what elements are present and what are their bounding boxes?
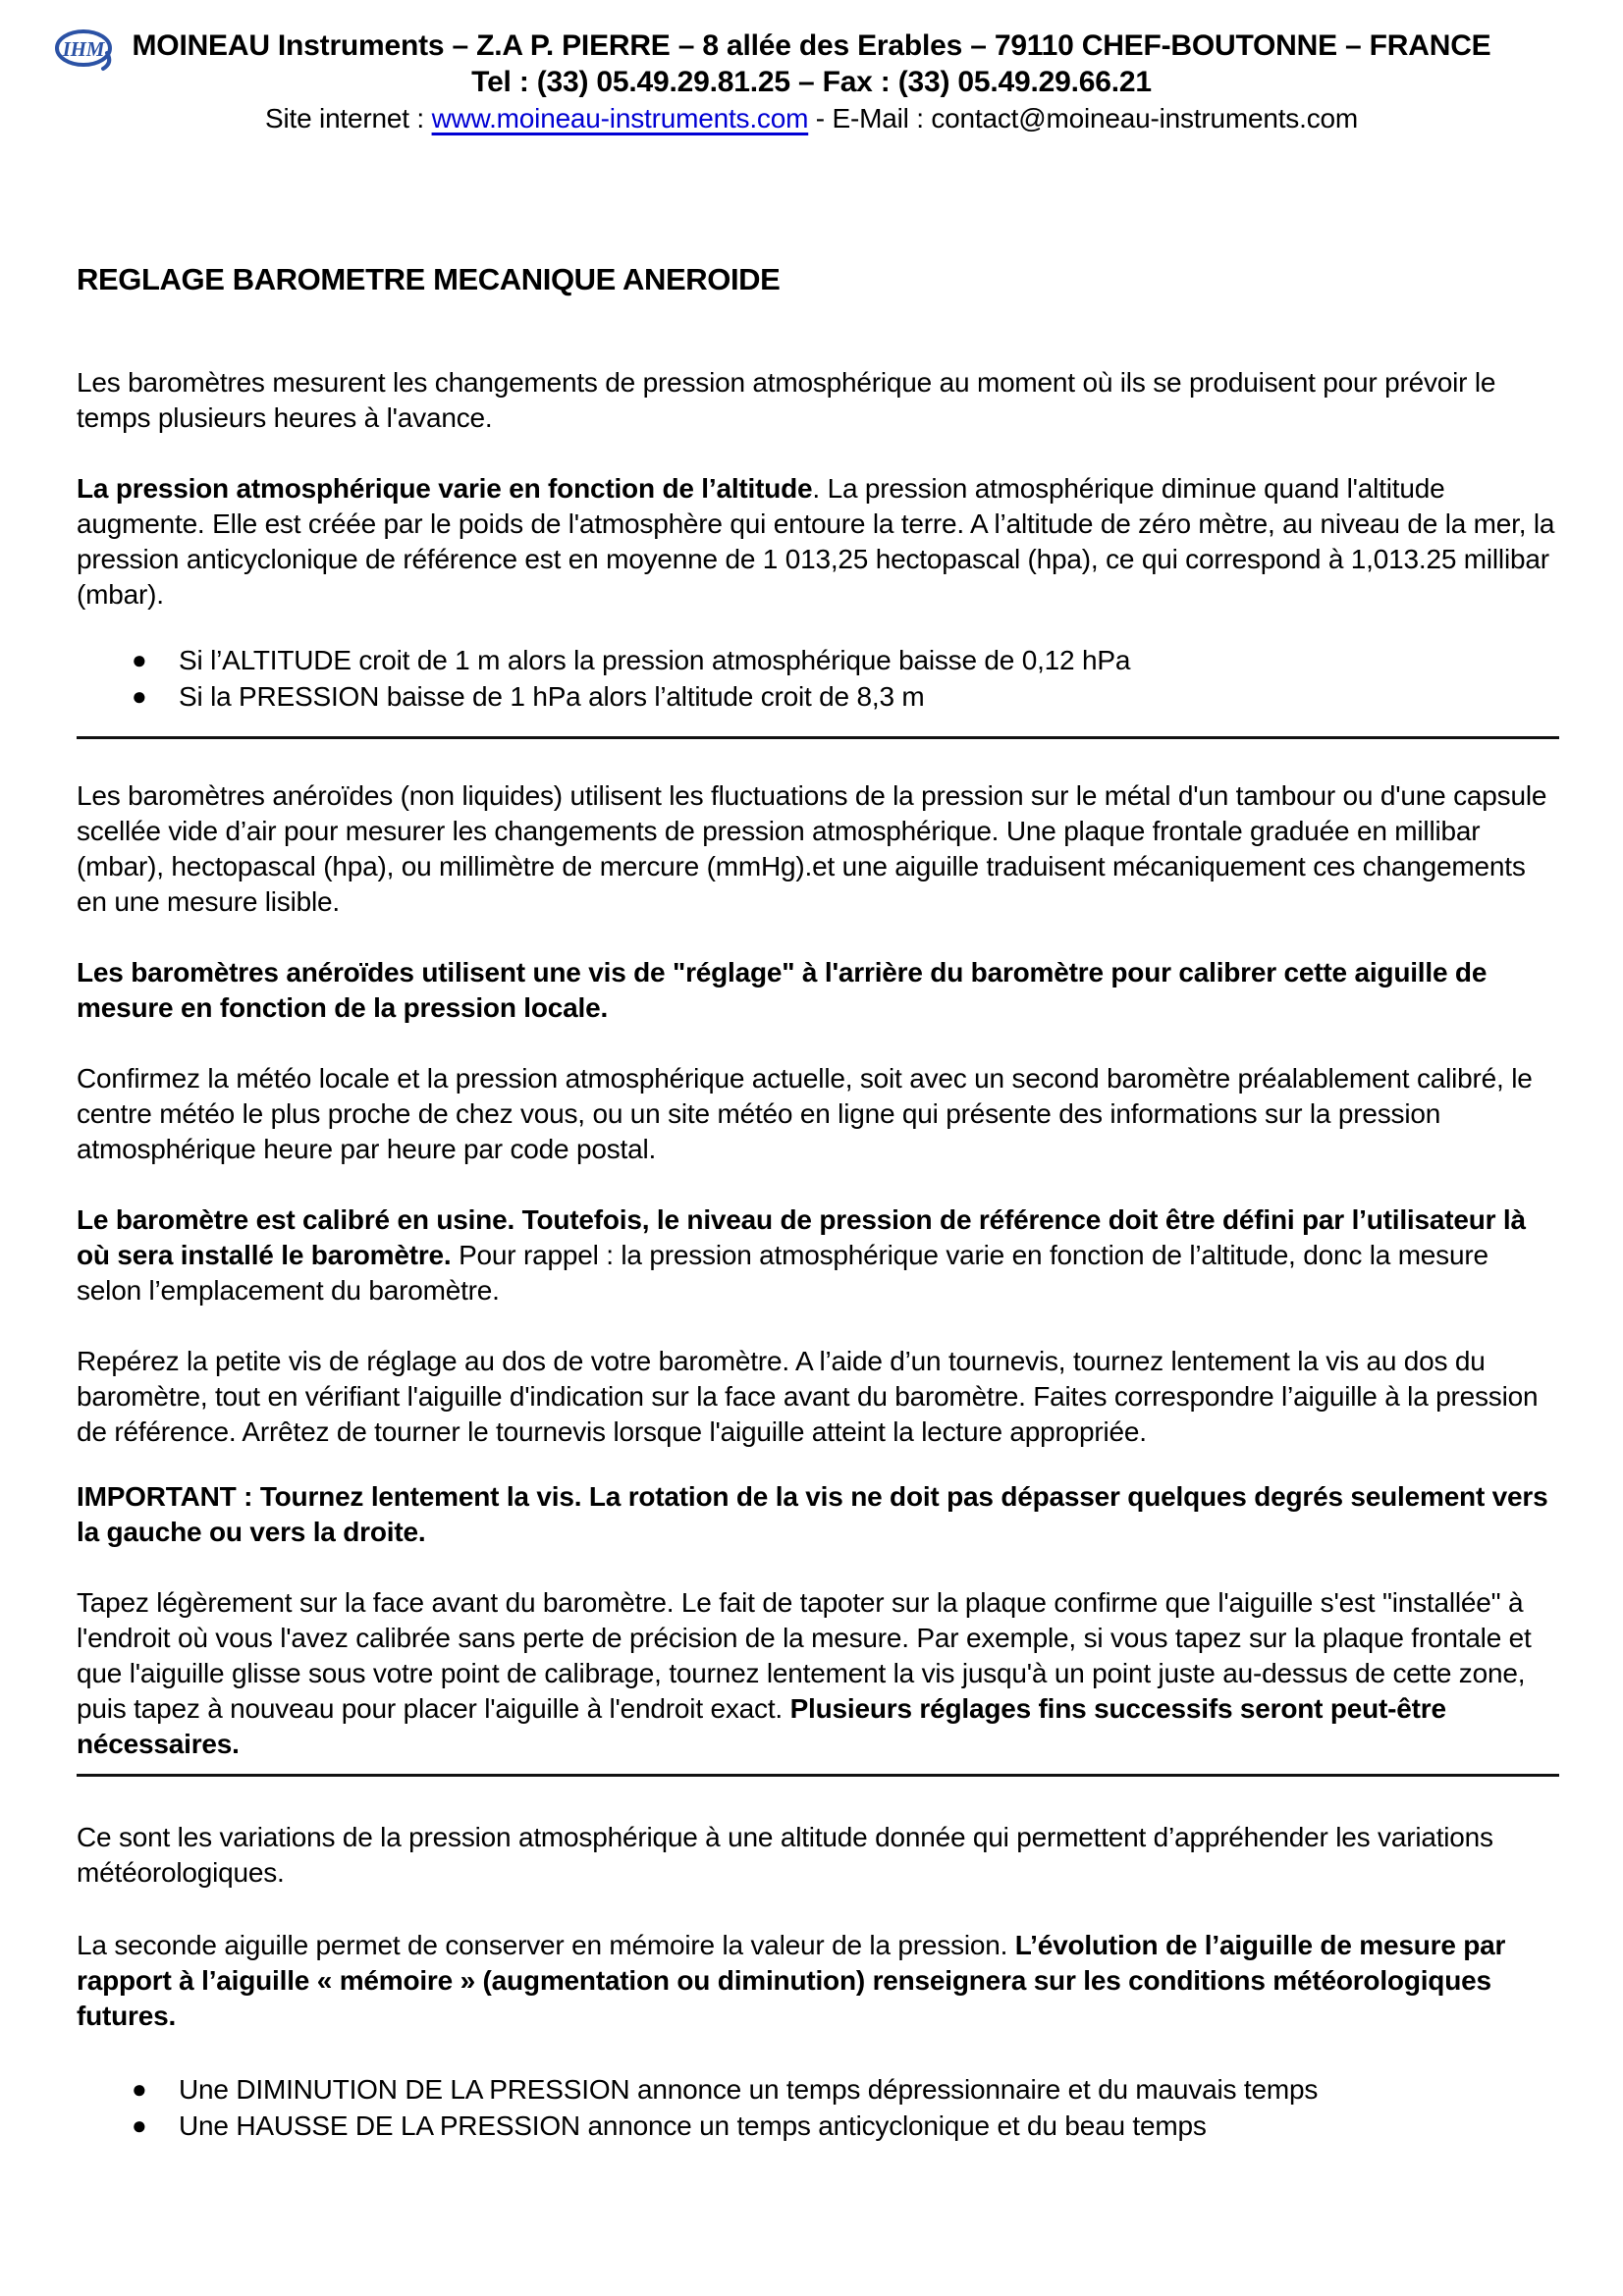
paragraph-intro: Les baromètres mesurent les changements de pression atmosphérique au moment où ils se produisent pour prévoir le temps plusieurs heures à l'avance. xyxy=(77,367,1496,433)
paragraph-tap-face xyxy=(77,1585,1559,1762)
paragraph-memory-lead: La seconde aiguille permet de conserver en mémoire la valeur de la pression. xyxy=(77,1930,1015,1960)
bullet-icon: ● xyxy=(132,645,147,674)
section-divider xyxy=(77,1774,1559,1777)
paragraph-screw-bold xyxy=(77,955,1559,1026)
bullet-icon: ● xyxy=(132,2074,147,2104)
website-link[interactable]: www.moineau-instruments.com xyxy=(431,103,809,133)
paragraph-memory-needle xyxy=(77,1928,1559,2034)
document-header xyxy=(0,0,1623,136)
paragraph-memory-bold-tail: L’évolution de l’aiguille de mesure par rapport à l’aiguille « mémoire » (augmentation ou diminution) renseignera sur les conditions météorologiques futures. xyxy=(77,1930,1506,2031)
paragraph-factory-lead: Le baromètre est calibré en usine. Toutefois, le niveau de pression de référence doit être défini par l’utilisateur là où sera installé le baromètre. xyxy=(77,1204,1526,1270)
paragraph-aneroid: Les baromètres anéroïdes (non liquides) utilisent les fluctuations de la pression sur le métal d'un tambour ou d'une capsule scellée vide d’air pour mesurer les changements de pression atmosphérique. Une plaque frontale graduée en millibar (mbar), hectopascal (hpa), ou millimètre de mercure (mmHg).et une aiguille traduisent mécaniquement ces changements en une mesure lisible. xyxy=(77,780,1547,917)
list-item xyxy=(132,678,1559,715)
company-address-line: MOINEAU Instruments – Z.A P. PIERRE – 8 allée des Erables – 79110 CHEF-BOUTONNE – FRANCE xyxy=(132,29,1491,62)
pressure-trend-list xyxy=(77,2071,1559,2144)
paragraph-altitude-lead: La pression atmosphérique varie en fonction de l’altitude xyxy=(77,473,813,504)
paragraph-factory-calibrated xyxy=(77,1202,1559,1308)
paragraph-factory-rest: Pour rappel : la pression atmosphérique varie en fonction de l’altitude, donc la mesure selon l’emplacement du baromètre. xyxy=(77,1240,1488,1306)
svg-text:IHM: IHM xyxy=(62,37,105,61)
section-divider xyxy=(77,736,1559,739)
list-item xyxy=(132,2071,1559,2108)
paragraph-important xyxy=(77,1479,1559,1550)
company-logo-icon xyxy=(53,27,118,75)
company-contact-line xyxy=(0,100,1623,136)
site-internet-label: Site internet : xyxy=(265,103,432,133)
altitude-pressure-list xyxy=(77,642,1559,715)
paragraph-important-text: IMPORTANT : Tournez lentement la vis. La rotation de la vis ne doit pas dépasser quelques degrés seulement vers la gauche ou vers la droite. xyxy=(77,1481,1548,1547)
paragraph-altitude xyxy=(77,471,1559,613)
document-body xyxy=(0,261,1623,2144)
list-item xyxy=(132,642,1559,678)
page-title: REGLAGE BAROMETRE MECANIQUE ANEROIDE xyxy=(77,262,781,296)
paragraph-altitude-rest: . La pression atmosphérique diminue quand l'altitude augmente. Elle est créée par le poids de l'atmosphère qui entoure la terre. A l’altitude de zéro mètre, au niveau de la mer, la pression anticyclonique de référence est en moyenne de 1 013,25 hectopascal (hpa), ce qui correspond à 1,013.25 millibar (mbar). xyxy=(77,473,1555,610)
paragraph-variations: Ce sont les variations de la pression atmosphérique à une altitude donnée qui permettent d’appréhender les variations météorologiques. xyxy=(77,1822,1493,1888)
list-item xyxy=(132,2108,1559,2144)
list-item-text: Si l’ALTITUDE croit de 1 m alors la pression atmosphérique baisse de 0,12 hPa xyxy=(179,645,1131,675)
list-item-text: Une HAUSSE DE LA PRESSION annonce un temps anticyclonique et du beau temps xyxy=(179,2110,1207,2141)
paragraph-tap-bold-tail: Plusieurs réglages fins successifs seront peut-être nécessaires. xyxy=(77,1693,1446,1759)
list-item-text: Si la PRESSION baisse de 1 hPa alors l’altitude croit de 8,3 m xyxy=(179,681,925,712)
paragraph-confirm-weather: Confirmez la météo locale et la pression atmosphérique actuelle, soit avec un second baromètre préalablement calibré, le centre météo le plus proche de chez vous, ou un site météo en ligne qui présente des informations sur la pression atmosphérique heure par heure par code postal. xyxy=(77,1063,1533,1164)
bullet-icon: ● xyxy=(132,681,147,711)
paragraph-screw-text: Les baromètres anéroïdes utilisent une vis de "réglage" à l'arrière du baromètre pour calibrer cette aiguille de mesure en fonction de la pression locale. xyxy=(77,957,1488,1023)
bullet-icon: ● xyxy=(132,2110,147,2140)
company-phone-fax-line: Tel : (33) 05.49.29.81.25 – Fax : (33) 05.49.29.66.21 xyxy=(471,66,1152,98)
email-text: - E-Mail : contact@moineau-instruments.com xyxy=(808,103,1358,133)
paragraph-tap-text: Tapez légèrement sur la face avant du baromètre. Le fait de tapoter sur la plaque confirme que l'aiguille s'est "installée" à l'endroit où vous l'avez calibrée sans perte de précision de la mesure. Par exemple, si vous tapez sur la plaque frontale et que l'aiguille glisse sous votre point de calibrage, tournez lentement la vis jusqu'à un point juste au-dessus de cette zone, puis tapez à nouveau pour placer l'aiguille à l'endroit exact. xyxy=(77,1587,1532,1724)
list-item-text: Une DIMINUTION DE LA PRESSION annonce un temps dépressionnaire et du mauvais temps xyxy=(179,2074,1319,2105)
paragraph-adjust-screw: Repérez la petite vis de réglage au dos de votre baromètre. A l’aide d’un tournevis, tournez lentement la vis au dos du baromètre, tout en vérifiant l'aiguille d'indication sur la face avant du baromètre. Faites correspondre l’aiguille à la pression de référence. Arrêtez de tourner le tournevis lorsque l'aiguille atteint la lecture appropriée. xyxy=(77,1346,1539,1447)
